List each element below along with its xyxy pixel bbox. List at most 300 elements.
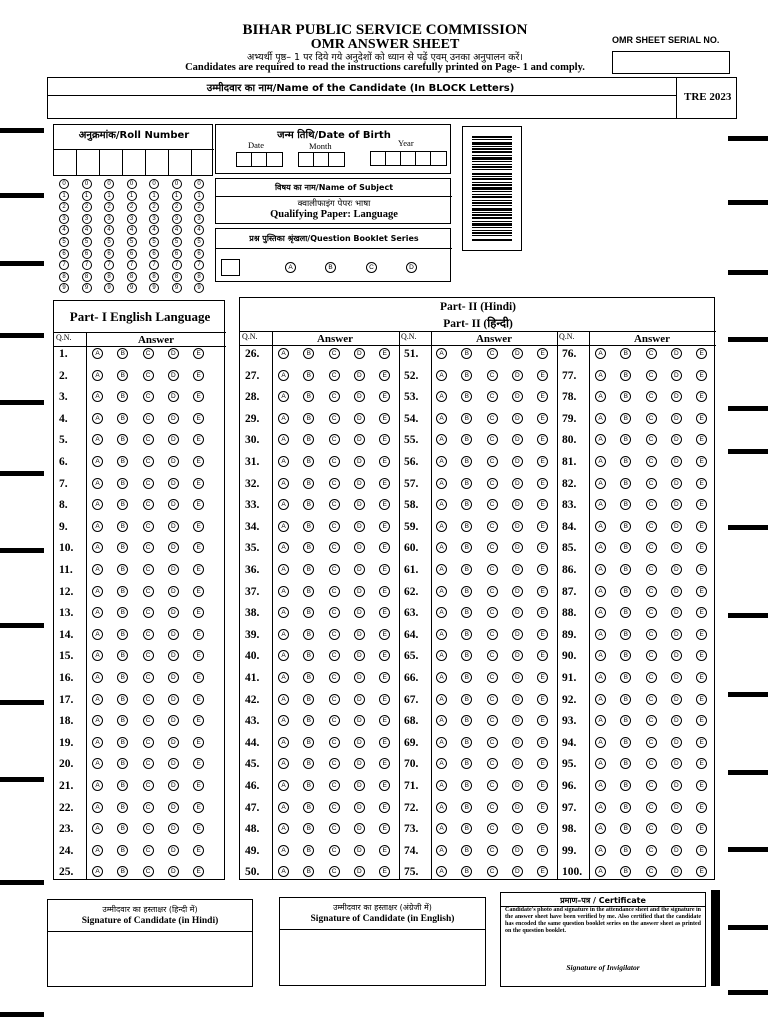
answer-bubble-c[interactable]: C: [329, 672, 340, 683]
answer-bubble-e[interactable]: E: [537, 737, 548, 748]
answer-bubble-c[interactable]: C: [143, 499, 154, 510]
answer-bubble-d[interactable]: D: [354, 650, 365, 661]
answer-bubble-b[interactable]: B: [117, 586, 128, 597]
roll-digit-bubble[interactable]: 9: [194, 283, 204, 293]
answer-bubble-b[interactable]: B: [620, 391, 631, 402]
answer-bubble-d[interactable]: D: [168, 564, 179, 575]
answer-bubble-c[interactable]: C: [487, 866, 498, 877]
answer-bubble-c[interactable]: C: [487, 564, 498, 575]
roll-digit-bubble[interactable]: 4: [172, 225, 182, 235]
answer-bubble-c[interactable]: C: [646, 737, 657, 748]
answer-bubble-d[interactable]: D: [671, 456, 682, 467]
answer-bubble-d[interactable]: D: [354, 802, 365, 813]
answer-bubble-e[interactable]: E: [696, 672, 707, 683]
roll-digit-bubble[interactable]: 7: [127, 260, 137, 270]
answer-bubble-e[interactable]: E: [537, 823, 548, 834]
roll-number-boxes[interactable]: [54, 149, 214, 176]
answer-bubble-a[interactable]: A: [92, 866, 103, 877]
answer-bubble-e[interactable]: E: [696, 499, 707, 510]
answer-bubble-c[interactable]: C: [329, 370, 340, 381]
answer-bubble-c[interactable]: C: [143, 456, 154, 467]
roll-digit-bubble[interactable]: 3: [149, 214, 159, 224]
answer-bubble-d[interactable]: D: [168, 780, 179, 791]
roll-digit-bubble[interactable]: 2: [172, 202, 182, 212]
answer-bubble-d[interactable]: D: [512, 521, 523, 532]
answer-bubble-e[interactable]: E: [537, 715, 548, 726]
roll-digit-bubble[interactable]: 3: [194, 214, 204, 224]
answer-bubble-e[interactable]: E: [696, 456, 707, 467]
answer-bubble-b[interactable]: B: [620, 348, 631, 359]
answer-bubble-b[interactable]: B: [117, 629, 128, 640]
answer-bubble-c[interactable]: C: [143, 434, 154, 445]
answer-bubble-b[interactable]: B: [303, 499, 314, 510]
answer-bubble-d[interactable]: D: [512, 456, 523, 467]
answer-bubble-c[interactable]: C: [143, 478, 154, 489]
answer-bubble-d[interactable]: D: [354, 521, 365, 532]
roll-digit-bubble[interactable]: 6: [149, 249, 159, 259]
answer-bubble-c[interactable]: C: [646, 780, 657, 791]
answer-bubble-c[interactable]: C: [329, 737, 340, 748]
roll-digit-bubble[interactable]: 7: [82, 260, 92, 270]
answer-bubble-e[interactable]: E: [193, 866, 204, 877]
answer-bubble-d[interactable]: D: [512, 348, 523, 359]
roll-digit-bubble[interactable]: 1: [127, 191, 137, 201]
answer-bubble-c[interactable]: C: [329, 499, 340, 510]
answer-bubble-a[interactable]: A: [92, 607, 103, 618]
answer-bubble-d[interactable]: D: [168, 672, 179, 683]
roll-digit-bubble[interactable]: 0: [149, 179, 159, 189]
answer-bubble-d[interactable]: D: [512, 413, 523, 424]
answer-bubble-a[interactable]: A: [278, 694, 289, 705]
answer-bubble-d[interactable]: D: [671, 370, 682, 381]
answer-bubble-a[interactable]: A: [278, 391, 289, 402]
answer-bubble-d[interactable]: D: [354, 413, 365, 424]
answer-bubble-e[interactable]: E: [696, 629, 707, 640]
roll-digit-bubble[interactable]: 3: [172, 214, 182, 224]
answer-bubble-b[interactable]: B: [117, 866, 128, 877]
answer-bubble-b[interactable]: B: [117, 370, 128, 381]
answer-bubble-b[interactable]: B: [461, 607, 472, 618]
answer-bubble-b[interactable]: B: [303, 370, 314, 381]
answer-bubble-e[interactable]: E: [193, 672, 204, 683]
answer-bubble-c[interactable]: C: [487, 499, 498, 510]
answer-bubble-e[interactable]: E: [696, 758, 707, 769]
roll-digit-bubble[interactable]: 3: [104, 214, 114, 224]
answer-bubble-d[interactable]: D: [168, 542, 179, 553]
answer-bubble-e[interactable]: E: [537, 564, 548, 575]
roll-digit-bubble[interactable]: 7: [194, 260, 204, 270]
roll-digit-bubble[interactable]: 1: [59, 191, 69, 201]
answer-bubble-a[interactable]: A: [595, 586, 606, 597]
answer-bubble-b[interactable]: B: [461, 434, 472, 445]
answer-bubble-b[interactable]: B: [303, 694, 314, 705]
roll-digit-box[interactable]: [123, 150, 146, 176]
answer-bubble-d[interactable]: D: [354, 370, 365, 381]
answer-bubble-a[interactable]: A: [595, 650, 606, 661]
roll-digit-bubble[interactable]: 0: [104, 179, 114, 189]
answer-bubble-c[interactable]: C: [646, 758, 657, 769]
answer-bubble-e[interactable]: E: [193, 694, 204, 705]
answer-bubble-a[interactable]: A: [278, 802, 289, 813]
answer-bubble-c[interactable]: C: [143, 780, 154, 791]
answer-bubble-b[interactable]: B: [303, 586, 314, 597]
roll-digit-bubble[interactable]: 8: [127, 272, 137, 282]
answer-bubble-c[interactable]: C: [329, 607, 340, 618]
answer-bubble-d[interactable]: D: [168, 370, 179, 381]
answer-bubble-d[interactable]: D: [512, 737, 523, 748]
answer-bubble-c[interactable]: C: [329, 521, 340, 532]
answer-bubble-c[interactable]: C: [487, 456, 498, 467]
answer-bubble-b[interactable]: B: [303, 650, 314, 661]
answer-bubble-b[interactable]: B: [303, 866, 314, 877]
roll-digit-bubble[interactable]: 4: [149, 225, 159, 235]
answer-bubble-b[interactable]: B: [620, 866, 631, 877]
answer-bubble-c[interactable]: C: [487, 629, 498, 640]
roll-digit-bubble[interactable]: 5: [127, 237, 137, 247]
answer-bubble-b[interactable]: B: [620, 780, 631, 791]
answer-bubble-d[interactable]: D: [512, 370, 523, 381]
answer-bubble-a[interactable]: A: [92, 780, 103, 791]
answer-bubble-c[interactable]: C: [487, 737, 498, 748]
answer-bubble-c[interactable]: C: [143, 391, 154, 402]
answer-bubble-c[interactable]: C: [646, 521, 657, 532]
answer-bubble-e[interactable]: E: [193, 434, 204, 445]
answer-bubble-e[interactable]: E: [696, 478, 707, 489]
roll-digit-bubble[interactable]: 9: [149, 283, 159, 293]
answer-bubble-e[interactable]: E: [537, 499, 548, 510]
answer-bubble-b[interactable]: B: [461, 391, 472, 402]
answer-bubble-c[interactable]: C: [329, 845, 340, 856]
answer-bubble-c[interactable]: C: [143, 823, 154, 834]
answer-bubble-d[interactable]: D: [512, 542, 523, 553]
answer-bubble-a[interactable]: A: [92, 694, 103, 705]
answer-bubble-e[interactable]: E: [379, 434, 390, 445]
answer-bubble-d[interactable]: D: [671, 694, 682, 705]
answer-bubble-d[interactable]: D: [671, 478, 682, 489]
answer-bubble-a[interactable]: A: [595, 413, 606, 424]
answer-bubble-a[interactable]: A: [436, 650, 447, 661]
answer-bubble-e[interactable]: E: [696, 391, 707, 402]
answer-bubble-d[interactable]: D: [512, 586, 523, 597]
answer-bubble-a[interactable]: A: [278, 780, 289, 791]
answer-bubble-d[interactable]: D: [671, 845, 682, 856]
answer-bubble-a[interactable]: A: [278, 499, 289, 510]
answer-bubble-a[interactable]: A: [92, 802, 103, 813]
answer-bubble-d[interactable]: D: [354, 737, 365, 748]
roll-digit-bubble[interactable]: 9: [82, 283, 92, 293]
answer-bubble-d[interactable]: D: [354, 629, 365, 640]
answer-bubble-b[interactable]: B: [117, 456, 128, 467]
answer-bubble-c[interactable]: C: [143, 348, 154, 359]
answer-bubble-d[interactable]: D: [512, 434, 523, 445]
answer-bubble-e[interactable]: E: [379, 348, 390, 359]
answer-bubble-d[interactable]: D: [512, 391, 523, 402]
answer-bubble-e[interactable]: E: [696, 348, 707, 359]
roll-digit-bubble[interactable]: 0: [194, 179, 204, 189]
roll-digit-bubble[interactable]: 3: [127, 214, 137, 224]
answer-bubble-b[interactable]: B: [117, 499, 128, 510]
answer-bubble-c[interactable]: C: [646, 499, 657, 510]
answer-bubble-d[interactable]: D: [671, 499, 682, 510]
answer-bubble-a[interactable]: A: [92, 715, 103, 726]
roll-digit-bubble[interactable]: 9: [104, 283, 114, 293]
answer-bubble-e[interactable]: E: [537, 802, 548, 813]
answer-bubble-c[interactable]: C: [646, 456, 657, 467]
roll-digit-bubble[interactable]: 8: [82, 272, 92, 282]
answer-bubble-e[interactable]: E: [193, 456, 204, 467]
answer-bubble-c[interactable]: C: [487, 802, 498, 813]
answer-bubble-e[interactable]: E: [696, 370, 707, 381]
answer-bubble-c[interactable]: C: [143, 866, 154, 877]
answer-bubble-d[interactable]: D: [671, 586, 682, 597]
answer-bubble-e[interactable]: E: [193, 823, 204, 834]
answer-bubble-c[interactable]: C: [143, 521, 154, 532]
answer-bubble-b[interactable]: B: [620, 478, 631, 489]
answer-bubble-e[interactable]: E: [537, 348, 548, 359]
answer-bubble-c[interactable]: C: [646, 434, 657, 445]
answer-bubble-a[interactable]: A: [595, 780, 606, 791]
answer-bubble-d[interactable]: D: [168, 348, 179, 359]
answer-bubble-a[interactable]: A: [92, 564, 103, 575]
answer-bubble-b[interactable]: B: [303, 758, 314, 769]
answer-bubble-c[interactable]: C: [646, 370, 657, 381]
answer-bubble-d[interactable]: D: [671, 866, 682, 877]
answer-bubble-c[interactable]: C: [487, 370, 498, 381]
answer-bubble-a[interactable]: A: [92, 521, 103, 532]
roll-digit-bubble[interactable]: 6: [194, 249, 204, 259]
answer-bubble-b[interactable]: B: [461, 370, 472, 381]
answer-bubble-a[interactable]: A: [92, 650, 103, 661]
answer-bubble-d[interactable]: D: [168, 629, 179, 640]
roll-digit-bubble[interactable]: 3: [59, 214, 69, 224]
answer-bubble-c[interactable]: C: [143, 758, 154, 769]
answer-bubble-d[interactable]: D: [354, 607, 365, 618]
answer-bubble-a[interactable]: A: [278, 370, 289, 381]
answer-bubble-d[interactable]: D: [671, 802, 682, 813]
answer-bubble-a[interactable]: A: [595, 802, 606, 813]
answer-bubble-e[interactable]: E: [537, 521, 548, 532]
answer-bubble-e[interactable]: E: [696, 866, 707, 877]
answer-bubble-b[interactable]: B: [303, 542, 314, 553]
answer-bubble-c[interactable]: C: [487, 413, 498, 424]
answer-bubble-d[interactable]: D: [671, 607, 682, 618]
answer-bubble-c[interactable]: C: [487, 823, 498, 834]
roll-digit-bubble[interactable]: 1: [149, 191, 159, 201]
answer-bubble-d[interactable]: D: [168, 845, 179, 856]
answer-bubble-b[interactable]: B: [303, 348, 314, 359]
answer-bubble-b[interactable]: B: [117, 823, 128, 834]
answer-bubble-e[interactable]: E: [193, 370, 204, 381]
roll-digit-bubble[interactable]: 9: [172, 283, 182, 293]
answer-bubble-e[interactable]: E: [379, 586, 390, 597]
english-signature-field[interactable]: [280, 930, 485, 985]
answer-bubble-b[interactable]: B: [117, 434, 128, 445]
answer-bubble-b[interactable]: B: [117, 694, 128, 705]
answer-bubble-b[interactable]: B: [303, 434, 314, 445]
answer-bubble-d[interactable]: D: [671, 823, 682, 834]
answer-bubble-a[interactable]: A: [595, 564, 606, 575]
roll-digit-bubble[interactable]: 8: [59, 272, 69, 282]
answer-bubble-c[interactable]: C: [329, 629, 340, 640]
answer-bubble-e[interactable]: E: [193, 478, 204, 489]
answer-bubble-e[interactable]: E: [379, 564, 390, 575]
answer-bubble-d[interactable]: D: [354, 391, 365, 402]
answer-bubble-a[interactable]: A: [595, 845, 606, 856]
answer-bubble-c[interactable]: C: [329, 542, 340, 553]
answer-bubble-a[interactable]: A: [436, 391, 447, 402]
answer-bubble-d[interactable]: D: [512, 715, 523, 726]
answer-bubble-e[interactable]: E: [379, 823, 390, 834]
answer-bubble-e[interactable]: E: [193, 758, 204, 769]
answer-bubble-c[interactable]: C: [329, 866, 340, 877]
answer-bubble-c[interactable]: C: [329, 758, 340, 769]
answer-bubble-a[interactable]: A: [278, 413, 289, 424]
answer-bubble-b[interactable]: B: [117, 672, 128, 683]
roll-digit-bubble[interactable]: 4: [82, 225, 92, 235]
hindi-signature-field[interactable]: [48, 932, 252, 986]
answer-bubble-e[interactable]: E: [379, 802, 390, 813]
answer-bubble-d[interactable]: D: [512, 758, 523, 769]
answer-bubble-a[interactable]: A: [278, 629, 289, 640]
answer-bubble-a[interactable]: A: [92, 434, 103, 445]
answer-bubble-a[interactable]: A: [436, 845, 447, 856]
answer-bubble-e[interactable]: E: [696, 802, 707, 813]
answer-bubble-a[interactable]: A: [595, 694, 606, 705]
answer-bubble-d[interactable]: D: [354, 694, 365, 705]
roll-digit-bubble[interactable]: 1: [82, 191, 92, 201]
roll-digit-bubble[interactable]: 2: [104, 202, 114, 212]
answer-bubble-a[interactable]: A: [278, 823, 289, 834]
answer-bubble-d[interactable]: D: [168, 715, 179, 726]
answer-bubble-c[interactable]: C: [646, 866, 657, 877]
dob-month-field[interactable]: [298, 152, 345, 167]
answer-bubble-a[interactable]: A: [278, 866, 289, 877]
answer-bubble-d[interactable]: D: [354, 845, 365, 856]
answer-bubble-a[interactable]: A: [436, 866, 447, 877]
answer-bubble-d[interactable]: D: [354, 478, 365, 489]
answer-bubble-a[interactable]: A: [595, 607, 606, 618]
answer-bubble-b[interactable]: B: [303, 564, 314, 575]
answer-bubble-d[interactable]: D: [671, 521, 682, 532]
answer-bubble-d[interactable]: D: [354, 823, 365, 834]
answer-bubble-e[interactable]: E: [696, 521, 707, 532]
roll-digit-bubble[interactable]: 2: [82, 202, 92, 212]
answer-bubble-b[interactable]: B: [461, 758, 472, 769]
answer-bubble-c[interactable]: C: [646, 564, 657, 575]
answer-bubble-c[interactable]: C: [143, 650, 154, 661]
answer-bubble-d[interactable]: D: [168, 607, 179, 618]
answer-bubble-e[interactable]: E: [537, 650, 548, 661]
answer-bubble-c[interactable]: C: [646, 586, 657, 597]
answer-bubble-b[interactable]: B: [461, 845, 472, 856]
booklet-series-box[interactable]: [221, 259, 240, 276]
answer-bubble-b[interactable]: B: [117, 391, 128, 402]
roll-digit-bubble[interactable]: 4: [104, 225, 114, 235]
roll-digit-bubble[interactable]: 7: [104, 260, 114, 270]
answer-bubble-e[interactable]: E: [537, 542, 548, 553]
answer-bubble-a[interactable]: A: [436, 348, 447, 359]
answer-bubble-b[interactable]: B: [117, 478, 128, 489]
answer-bubble-b[interactable]: B: [461, 866, 472, 877]
answer-bubble-e[interactable]: E: [537, 456, 548, 467]
answer-bubble-d[interactable]: D: [168, 586, 179, 597]
answer-bubble-a[interactable]: A: [92, 499, 103, 510]
answer-bubble-e[interactable]: E: [193, 348, 204, 359]
answer-bubble-a[interactable]: A: [595, 478, 606, 489]
answer-bubble-b[interactable]: B: [303, 521, 314, 532]
roll-digit-box[interactable]: [54, 150, 77, 176]
answer-bubble-a[interactable]: A: [436, 564, 447, 575]
answer-bubble-e[interactable]: E: [696, 586, 707, 597]
answer-bubble-d[interactable]: D: [168, 802, 179, 813]
answer-bubble-e[interactable]: E: [537, 758, 548, 769]
answer-bubble-c[interactable]: C: [646, 478, 657, 489]
answer-bubble-b[interactable]: B: [461, 542, 472, 553]
answer-bubble-d[interactable]: D: [168, 413, 179, 424]
answer-bubble-e[interactable]: E: [696, 542, 707, 553]
answer-bubble-b[interactable]: B: [303, 737, 314, 748]
answer-bubble-b[interactable]: B: [303, 478, 314, 489]
answer-bubble-e[interactable]: E: [193, 499, 204, 510]
answer-bubble-c[interactable]: C: [143, 737, 154, 748]
answer-bubble-c[interactable]: C: [329, 564, 340, 575]
answer-bubble-d[interactable]: D: [354, 866, 365, 877]
answer-bubble-c[interactable]: C: [143, 564, 154, 575]
answer-bubble-e[interactable]: E: [193, 586, 204, 597]
answer-bubble-b[interactable]: B: [303, 456, 314, 467]
answer-bubble-d[interactable]: D: [354, 542, 365, 553]
answer-bubble-a[interactable]: A: [595, 542, 606, 553]
answer-bubble-e[interactable]: E: [537, 845, 548, 856]
answer-bubble-b[interactable]: B: [461, 413, 472, 424]
answer-bubble-d[interactable]: D: [671, 434, 682, 445]
answer-bubble-d[interactable]: D: [671, 348, 682, 359]
answer-bubble-c[interactable]: C: [487, 521, 498, 532]
answer-bubble-c[interactable]: C: [487, 542, 498, 553]
answer-bubble-a[interactable]: A: [278, 564, 289, 575]
answer-bubble-a[interactable]: A: [595, 499, 606, 510]
answer-bubble-a[interactable]: A: [92, 586, 103, 597]
answer-bubble-b[interactable]: B: [303, 391, 314, 402]
answer-bubble-a[interactable]: A: [436, 607, 447, 618]
answer-bubble-d[interactable]: D: [671, 542, 682, 553]
answer-bubble-d[interactable]: D: [168, 521, 179, 532]
roll-digit-box[interactable]: [169, 150, 192, 176]
answer-bubble-e[interactable]: E: [379, 672, 390, 683]
candidate-name-field[interactable]: [50, 97, 674, 117]
answer-bubble-e[interactable]: E: [696, 607, 707, 618]
answer-bubble-b[interactable]: B: [303, 672, 314, 683]
answer-bubble-b[interactable]: B: [117, 413, 128, 424]
answer-bubble-a[interactable]: A: [278, 586, 289, 597]
answer-bubble-a[interactable]: A: [92, 413, 103, 424]
answer-bubble-c[interactable]: C: [143, 845, 154, 856]
answer-bubble-c[interactable]: C: [646, 391, 657, 402]
answer-bubble-e[interactable]: E: [379, 845, 390, 856]
answer-bubble-a[interactable]: A: [436, 456, 447, 467]
answer-bubble-e[interactable]: E: [537, 478, 548, 489]
answer-bubble-a[interactable]: A: [595, 715, 606, 726]
answer-bubble-a[interactable]: A: [595, 391, 606, 402]
answer-bubble-c[interactable]: C: [646, 413, 657, 424]
answer-bubble-e[interactable]: E: [537, 370, 548, 381]
roll-digit-bubble[interactable]: 4: [127, 225, 137, 235]
answer-bubble-d[interactable]: D: [168, 434, 179, 445]
roll-digit-bubble[interactable]: 8: [104, 272, 114, 282]
answer-bubble-d[interactable]: D: [168, 737, 179, 748]
answer-bubble-b[interactable]: B: [620, 607, 631, 618]
answer-bubble-c[interactable]: C: [329, 823, 340, 834]
